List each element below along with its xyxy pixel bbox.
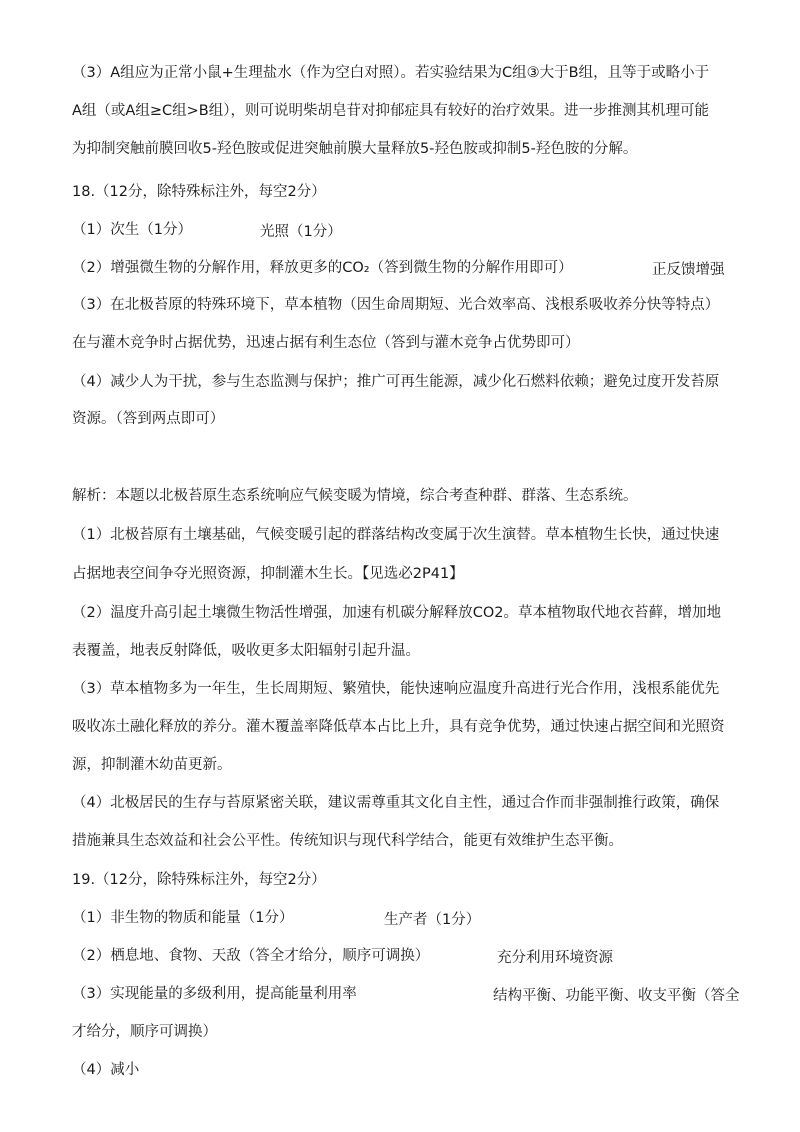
analysis-1-line-2: 占据地表空间争夺光照资源，抑制灌木生长。【见选必2P41】 [72, 566, 464, 582]
q18-heading: 18.（12分，除特殊标注外，每空2分） [72, 184, 326, 200]
q19-1-answer-b: 生产者（1分） [384, 912, 481, 928]
q17-3-line-2: A组（或A组≥C组>B组），则可说明柴胡皂苷对抑郁症具有较好的治疗效果。进一步推测其机理可能 [72, 103, 709, 119]
q19-2-answer-a: （2）栖息地、食物、天敌（答全才给分，顺序可调换） [72, 948, 430, 964]
q19-4-answer: （4）减小 [72, 1062, 140, 1078]
q17-3-line-3: 为抑制突触前膜回收5-羟色胺或促进突触前膜大量释放5-羟色胺或抑制5-羟色胺的分解。 [72, 141, 638, 157]
q18-3-answer-line-1: （3）在北极苔原的特殊环境下，草本植物（因生命周期短、光合效率高、浅根系吸收养分快等特点） [72, 297, 720, 313]
q18-3-answer-line-2: 在与灌木竞争时占据优势，迅速占据有利生态位（答到与灌木竞争占优势即可） [72, 335, 580, 351]
q19-heading: 19.（12分，除特殊标注外，每空2分） [72, 872, 326, 888]
analysis-3-line-3: 源，抑制灌木幼苗更新。 [72, 757, 232, 773]
analysis-intro: 解析：本题以北极苔原生态系统响应气候变暖为情境，综合考查种群、群落、生态系统。 [72, 488, 638, 504]
analysis-3-line-2: 吸收冻土融化释放的养分。灌木覆盖率降低草本占比上升，具有竞争优势，通过快速占据空间和光照资 [72, 719, 725, 735]
analysis-1-line-1: （1）北极苔原有土壤基础，气候变暖引起的群落结构改变属于次生演替。草本植物生长快，通过快速 [72, 527, 720, 543]
analysis-3-line-1: （3）草本植物多为一年生，生长周期短、繁殖快，能快速响应温度升高进行光合作用，浅根系能优先 [72, 681, 720, 697]
analysis-2-line-1: （2）温度升高引起土壤微生物活性增强，加速有机碳分解释放CO2。草本植物取代地衣苔藓，增加地 [72, 605, 721, 621]
q17-3-line-1: （3）A组应为正常小鼠+生理盐水（作为空白对照）。若实验结果为C组③大于B组，且等于或略小于 [72, 65, 710, 81]
q18-1-answer-b: 光照（1分） [260, 224, 342, 240]
analysis-4-line-1: （4）北极居民的生存与苔原紧密关联，建议需尊重其文化自主性，通过合作而非强制推行政策，确保 [72, 795, 720, 811]
q19-3-answer-a: （3）实现能量的多级利用，提高能量利用率 [72, 986, 357, 1002]
q18-4-answer-line-1: （4）减少人为干扰，参与生态监测与保护；推广可再生能源，减少化石燃料依赖；避免过度开发苔原 [72, 374, 720, 390]
q18-2-answer-b: 正反馈增强 [652, 262, 725, 278]
q19-3-answer-b: 结构平衡、功能平衡、收支平衡（答全 [493, 988, 740, 1004]
q18-4-answer-line-2: 资源。（答到两点即可） [72, 411, 225, 427]
q18-2-answer-a: （2）增强微生物的分解作用，释放更多的CO₂（答到微生物的分解作用即可） [72, 260, 573, 276]
q19-3-answer-line-2: 才给分，顺序可调换） [72, 1024, 217, 1040]
analysis-2-line-2: 表覆盖，地表反射降低，吸收更多太阳辐射引起升温。 [72, 643, 420, 659]
analysis-4-line-2: 措施兼具生态效益和社会公平性。传统知识与现代科学结合，能更有效维护生态平衡。 [72, 833, 623, 849]
q19-2-answer-b: 充分利用环境资源 [497, 950, 613, 966]
q19-1-answer-a: （1）非生物的物质和能量（1分） [72, 910, 294, 926]
q18-1-answer-a: （1）次生（1分） [72, 222, 192, 238]
